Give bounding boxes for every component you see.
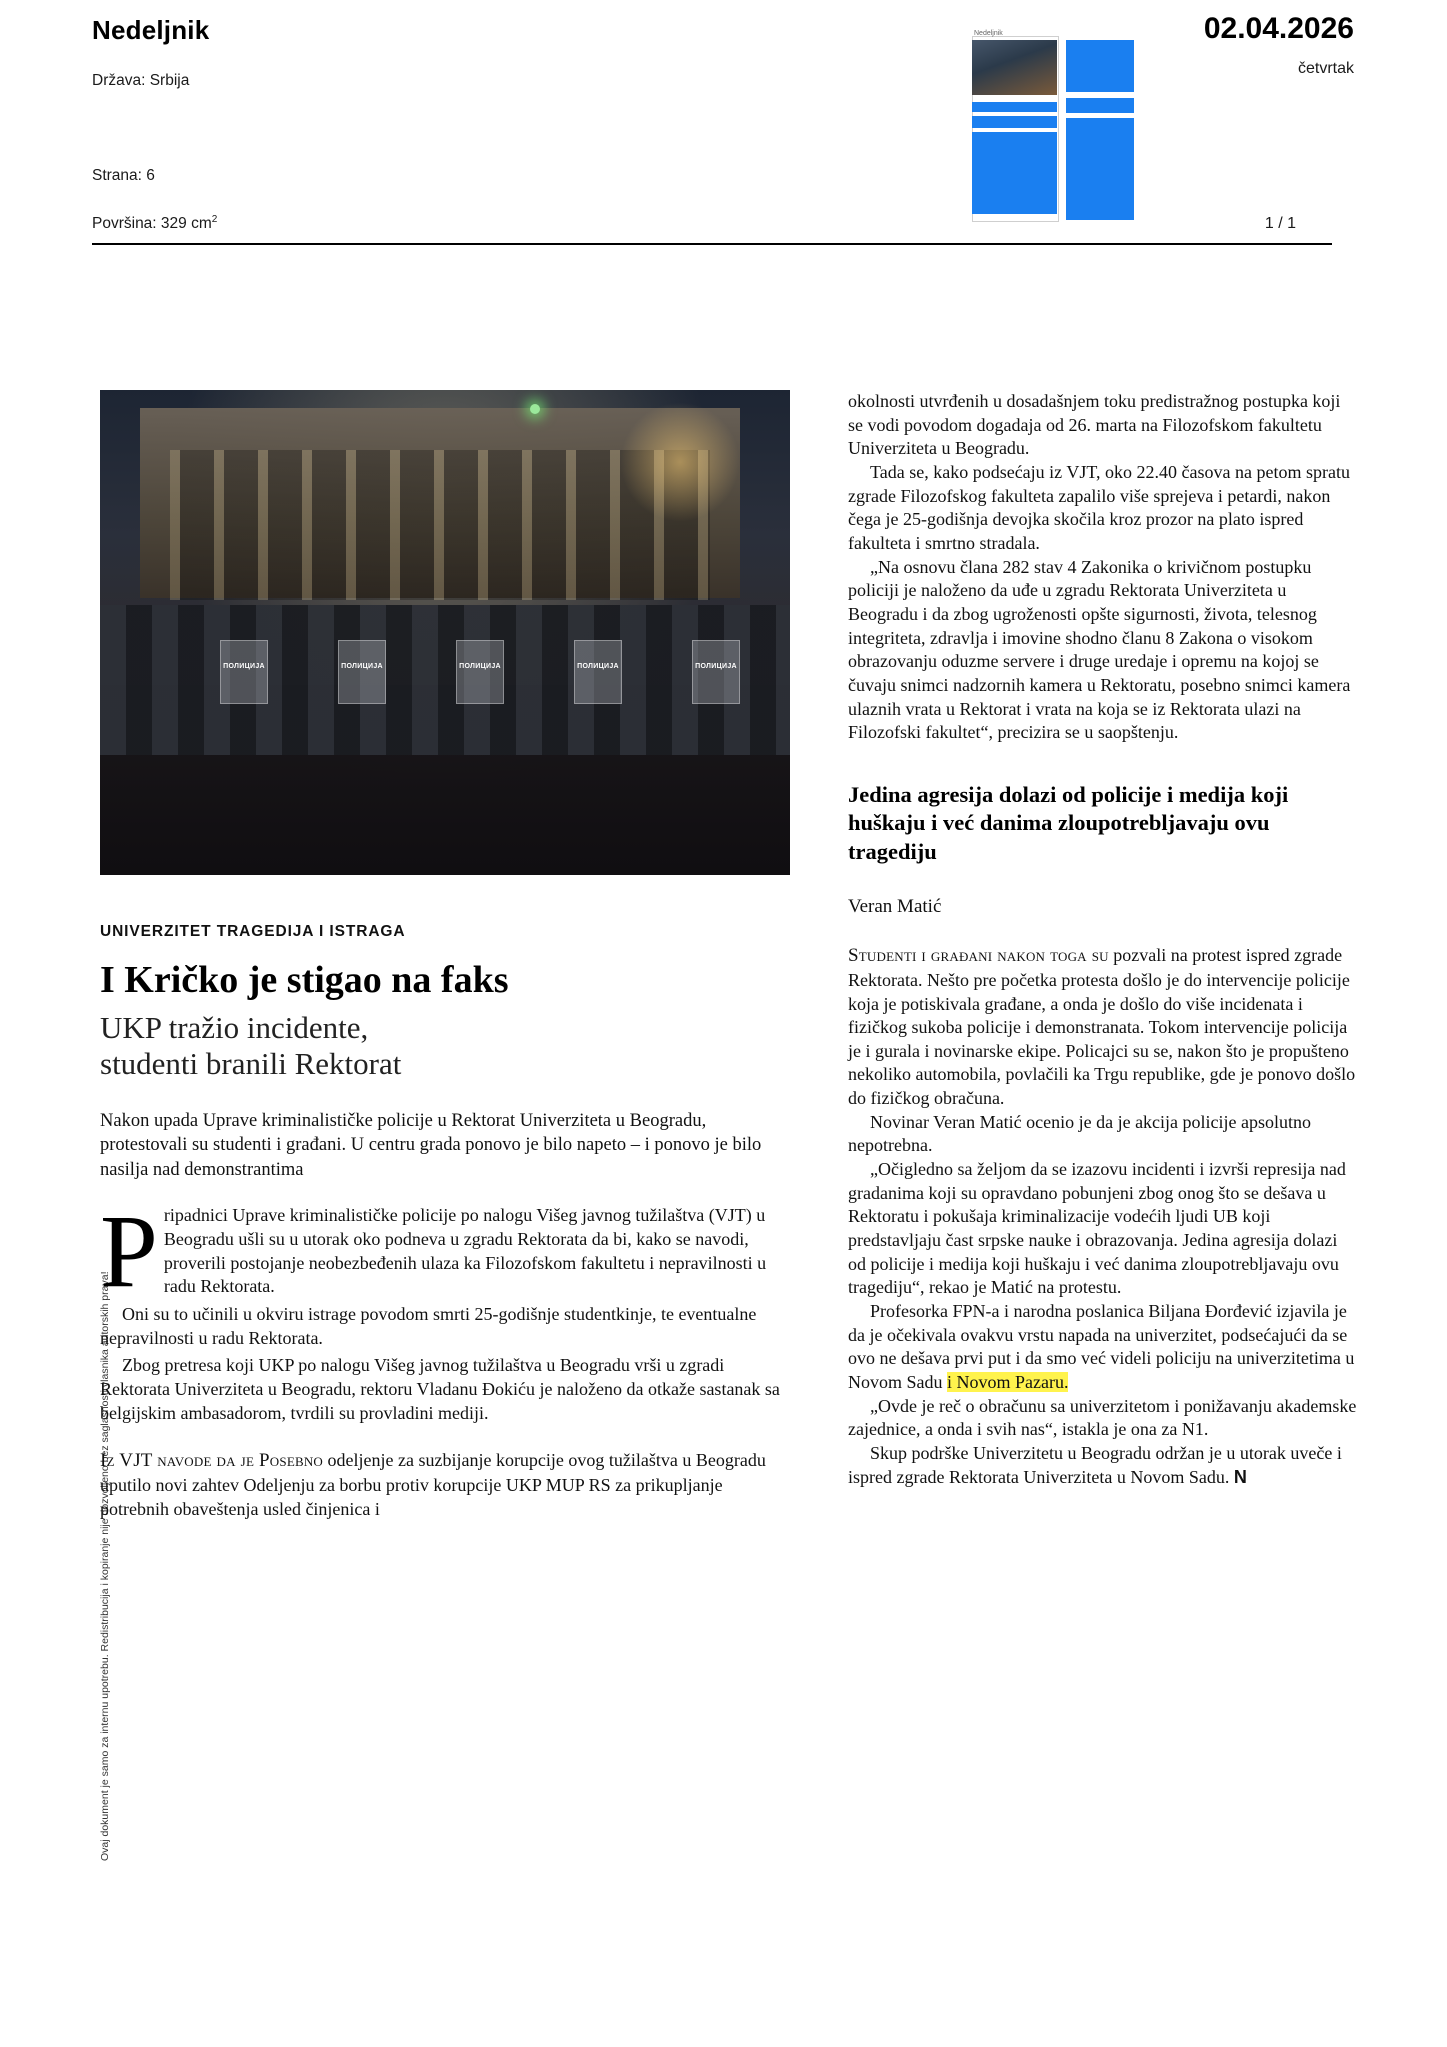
thumbnail-photo-block	[972, 40, 1057, 95]
article-headline: I Kričko je stigao na faks	[100, 959, 509, 1001]
article-paragraph-4-wrap	[100, 1449, 790, 1521]
article-left-column	[100, 390, 790, 1522]
article-right-paragraph-8	[848, 1395, 1358, 1442]
page-counter: 1 / 1	[1264, 215, 1296, 232]
photo-shield-label: ПОЛИЦИЈА	[695, 663, 737, 670]
article-right-paragraph-1-text: okolnosti utvrđenih u dosadašnjem toku predistražnog postupka koji se vodi povodom dogadaja od 26. marta na Filozofskom fakultetu Univerziteta u Beogradu.	[848, 391, 1341, 459]
article-right-paragraph-9	[848, 1442, 1358, 1489]
article-subhead-line-1: UKP tražio incidente,	[100, 1009, 369, 1045]
article-paragraph-1	[100, 1194, 790, 1310]
article-end-mark: N	[1233, 1466, 1247, 1487]
article-paragraph-2-text: Oni su to učinili u okviru istrage povodom smrti 25-godišnje studentkinje, te eventualne nepravilnosti u radu Rektorata.	[100, 1304, 757, 1348]
publication-date: 02.04.2026	[1203, 12, 1354, 45]
photo-riot-shield	[338, 640, 386, 704]
header-divider	[92, 243, 1332, 245]
article-right-paragraph-4-leadin: Studenti i građani nakon toga su	[848, 944, 1109, 966]
article-paragraph-1-text: ripadnici Uprave kriminalističke policije po nalogu Višeg javnog tužilaštva (VJT) u Beogradu ušli su u utorak oko podneva u zgradu Rektorata da bi, kako se navodi, proverili postojanje neobezbeđenih ulaza ka Filozofskom fakultetu i nepravilnosti u radu Rektorata.	[163, 1205, 767, 1297]
photo-light-glow	[620, 402, 740, 522]
thumbnail-text-block-5	[1066, 98, 1134, 113]
publication-area-text: Površina: 329 cm	[92, 215, 212, 233]
article-kicker: UNIVERZITET TRAGEDIJA I ISTRAGA	[100, 923, 406, 940]
photo-riot-shield	[456, 640, 504, 704]
article-right-paragraph-4-text: pozvali na protest ispred zgrade Rektorata. Nešto pre početka protesta došlo je do intervencije policije koja je potiskivala građane, a onda je došlo do više incidenata i fizičkog sukoba policije i demonstranata. Tokom intervencije policija je i gurala i novinarske ekipe. Policajci su se, nakon što je propušteno nekoliko automobila, povlačili ka Trgu republike, gde je ponovo došlo do fizičkog obračuna.	[848, 944, 1356, 1109]
article-right-paragraph-6-text: „Očigledno sa željom da se izazovu incidenti i izvrši represija nad gradanima koji su opravdano pobunjeni zbog onog što se dešava u Rektoratu i pokušaja kriminalizacije vodećih ljudi UB koji predstavljaju čast srpske nauke i obrazovanja. Jedina agresija dolazi od policije i medija koji huškaju i već danima zloupotrebljavaju ovu tragediju“, rekao je Matić na protestu.	[848, 1159, 1346, 1298]
article-right-paragraph-2-text: Tada se, kako podsećaju iz VJT, oko 22.40 časova na petom spratu zgrade Filozofskog fakulteta zapalilo više sprejeva i petardi, nakon čega je 25-godišnja devojka skočila kroz prozor na plato ispred fakulteta i smrtno stradala.	[848, 461, 1350, 553]
article-right-paragraph-7-wrap	[848, 1300, 1358, 1395]
article-right-paragraph-3-text: „Na osnovu člana 282 stav 4 Zakonika o krivičnom postupku policiji je naloženo da uđe u zgradu Rektorata Univerziteta u Beogradu i da zbog ugroženosti opšte sigurnosti, života, telesnog integriteta, zdravlja i imovine shodno članu 8 Zakona o visokom obrazovanju oduzme servere i druge uredaje i opremu na kojoj se čuvaju snimci nadzornih kamera u Rektoratu, posebno snimci kamera ulaznih vrata u Rektorat i vrata na koja se iz Rektorata ulazi na Filozofski fakultet“, precizira se u saopštenju.	[848, 556, 1351, 743]
article-pullquote: Jedina agresija dolazi od policije i medija koji huškaju i već danima zloupotrebljavaju ovu tragediju	[848, 781, 1289, 864]
article-right-paragraph-7	[848, 1300, 1358, 1395]
article-right-paragraph-8-text: „Ovde je reč o obračunu sa univerzitetom i ponižavanju akademske zajednice, a onda i svih nas“, istakla je ona za N1.	[848, 1395, 1357, 1440]
publication-area-exponent: 2	[211, 214, 218, 225]
article-right-paragraph-9-text: Skup podrške Univerzitetu u Beogradu održan je u utorak uveče i ispred zgrade Rektorata Univerziteta u Novom Sadu.	[848, 1442, 1342, 1487]
thumbnail-text-block-2	[972, 116, 1057, 128]
photo-riot-shield	[574, 640, 622, 704]
article-right-paragraph-1	[848, 390, 1358, 461]
article-subhead-line-2: studenti branili Rektorat	[100, 1046, 402, 1082]
article-right-paragraph-4-wrap	[848, 944, 1358, 1111]
article-right-paragraph-3	[848, 556, 1358, 745]
publication-country: Država: Srbija	[92, 72, 190, 89]
article-body	[100, 390, 1358, 1820]
article-right-paragraph-4	[848, 944, 1358, 1111]
article-right-paragraph-5-text: Novinar Veran Matić ocenio je da je akcija policije apsolutno nepotrebna.	[848, 1111, 1312, 1156]
thumbnail-footer	[975, 214, 976, 220]
article-dropcap: P	[100, 1194, 158, 1310]
publication-weekday: četvrtak	[1297, 60, 1354, 77]
photo-shield-label: ПОЛИЦИЈА	[459, 663, 501, 670]
article-right-paragraph-5	[848, 1111, 1358, 1158]
article-standfirst: Nakon upada Uprave kriminalističke policije u Rektorat Univerziteta u Beogradu, protestovali su studenti i građani. U centru grada ponovo je bilo napeto – i ponovo je bilo nasilja nad demonstrantima	[100, 1110, 762, 1180]
thumbnail-text-block-3	[972, 132, 1057, 214]
publication-page: Strana: 6	[92, 167, 155, 184]
article-paragraph-4-leadin: Iz VJT navode da je Posebno	[100, 1450, 324, 1472]
article-paragraph-3	[100, 1354, 790, 1425]
thumbnail-text-block-4	[1066, 40, 1134, 92]
article-right-paragraph-2	[848, 461, 1358, 556]
photo-police-cordon	[100, 605, 790, 755]
article-paragraph-3-text: Zbog pretresa koji UKP po nalogu Višeg javnog tužilaštva u Beogradu vrši u zgradi Rektorata Univerziteta u Beogradu, rektoru Vladanu Đokiću je naloženo da otkaže sastanak sa belgijskim ambasadorom, tvrdili su provladini mediji.	[100, 1355, 780, 1423]
page-thumbnail[interactable]	[972, 28, 1182, 233]
article-right-paragraph-6	[848, 1158, 1358, 1300]
photo-traffic-light	[530, 404, 540, 414]
document-header	[92, 10, 1354, 245]
publication-area	[92, 214, 217, 233]
thumbnail-text-block-6	[1066, 118, 1134, 220]
photo-riot-shield	[692, 640, 740, 704]
article-photo	[100, 390, 790, 875]
article-paragraph-2	[100, 1303, 790, 1350]
copyright-notice: Ovaj dokument je samo za internu upotrebu. Redistribucija i kopiranje nije dozvoljeno bez saglasnosti vlasnika autorskih prava!	[99, 1271, 111, 1861]
article-right-paragraph-7-text: Profesorka FPN-a i narodna poslanica Biljana Đorđević izjavila je da je očekivala ovakvu vrstu napada na univerzitet, podsećajući da se ovo ne dešava prvi put i da smo već videli policiju na univerzitetima u Novom Sadu	[848, 1301, 1355, 1393]
photo-riot-shield	[220, 640, 268, 704]
photo-shield-label: ПОЛИЦИЈА	[223, 663, 265, 670]
photo-shield-label: ПОЛИЦИЈА	[577, 663, 619, 670]
photo-shield-label: ПОЛИЦИЈА	[341, 663, 383, 670]
article-right-paragraph-9-wrap	[848, 1442, 1358, 1489]
thumbnail-caption: Nedeljnik	[974, 30, 1003, 37]
article-byline: Veran Matić	[848, 895, 942, 917]
article-right-column	[848, 390, 1358, 1489]
article-paragraph-4-text: odeljenje za suzbijanje korupcije ovog tužilaštva u Beogradu uputilo novi zahtev Odeljenju za borbu protiv korupcije UKP MUP RS za prikupljanje potrebnih obaveštenja usled činjenica i	[100, 1450, 766, 1520]
publication-name: Nedeljnik	[92, 15, 210, 45]
highlighted-text: i Novom Pazaru.	[947, 1372, 1069, 1393]
article-paragraph-4	[100, 1449, 790, 1521]
thumbnail-text-block-1	[972, 102, 1057, 112]
